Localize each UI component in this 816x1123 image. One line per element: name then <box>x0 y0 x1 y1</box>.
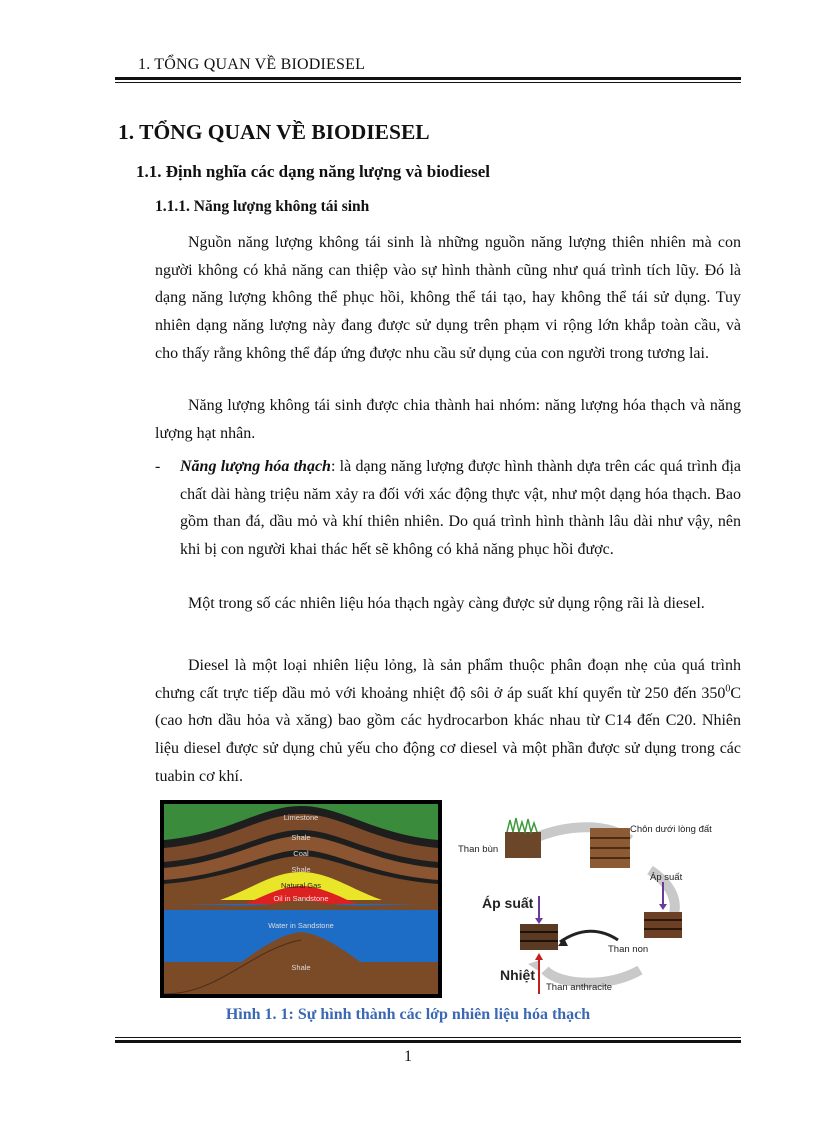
label-pressure-left: Áp suất <box>482 895 534 911</box>
paragraph-text-a: Diesel là một loại nhiên liệu lỏng, là sản phẩm thuộc phân đoạn nhẹ của quá trình chưng cất trực tiếp dầu mỏ với khoảng nhiệt độ sôi ở áp suất khí quyển từ 250 đến 350 <box>155 657 741 702</box>
bullet-term: Năng lượng hóa thạch <box>180 458 331 475</box>
section-heading: 1.1. Định nghĩa các dạng năng lượng và biodiesel <box>136 162 491 181</box>
label-lignite: Than non <box>608 944 649 955</box>
paragraph-text-b: C (cao hơn dầu hỏa và xăng) bao gồm các hydrocarbon khác nhau từ C14 đến C20. Nhiên liệu diesel được sử dụng chủ yếu cho động cơ diesel và một phần được sử dụng trong các tuabin cơ khí. <box>155 684 741 785</box>
coal-cycle-diagram <box>458 818 712 994</box>
header-rule-thin <box>115 82 741 83</box>
strata-label: Water in Sandstone <box>268 921 334 930</box>
figure-illustration <box>160 800 720 1000</box>
strata-label: Natural Gas <box>280 881 322 890</box>
strata-label: Shale <box>291 865 311 874</box>
paragraph-nonrenewable-definition <box>155 229 741 368</box>
paragraph-text: Năng lượng không tái sinh được chia thành hai nhóm: năng lượng hóa thạch và năng lượng hạt nhân. <box>155 397 741 442</box>
anthracite-block <box>520 924 558 950</box>
paragraph-text: Nguồn năng lượng không tái sinh là những nguồn năng lượng thiên nhiên mà con người không có khả năng can thiệp vào sự hình thành cũng như quá trình tích lũy. Đó là dạng năng lượng không thể phục hồi, không thể tái tạo, hay không thể tái sử dụng. Tuy nhiên dạng năng lượng này đang được sử dụng trên phạm vi rộng lớn khắp toàn cầu, và cho thấy rằng không thể đáp ứng được nhu cầu sử dụng của con người trong tương lai. <box>155 234 741 362</box>
label-heat: Nhiệt <box>500 967 535 983</box>
strata-label: Shale <box>291 963 311 972</box>
strata-label: Coal <box>293 849 309 858</box>
paragraph-text: Một trong số các nhiên liệu hóa thạch ngày càng được sử dụng rộng rãi là diesel. <box>188 595 705 612</box>
footer-rule-thin <box>115 1037 741 1038</box>
peat-block <box>505 832 541 858</box>
strata-diagram <box>160 800 442 998</box>
figure-caption: Hình 1. 1: Sự hình thành các lớp nhiên liệu hóa thạch <box>225 1006 591 1023</box>
bullet-marker: - <box>155 458 161 475</box>
lignite-block <box>644 912 682 938</box>
label-peat: Than bùn <box>458 844 499 855</box>
footer-rule-thick <box>115 1040 741 1043</box>
label-buried: Chôn dưới lòng đất <box>630 824 712 835</box>
label-pressure-right: Áp suất <box>650 872 683 883</box>
subsection-heading: 1.1.1. Năng lượng không tái sinh <box>155 198 370 215</box>
figure-fossil-fuel-formation <box>160 800 720 1000</box>
page-number: 1 <box>404 1048 412 1065</box>
bullet-fossil-energy <box>180 453 741 564</box>
label-anthracite: Than anthracite <box>546 982 613 993</box>
header-rule-thick <box>115 77 741 80</box>
paragraph-two-groups <box>155 392 741 447</box>
strata-label: Oil in Sandstone <box>273 894 329 903</box>
running-header: 1. TỔNG QUAN VỀ BIODIESEL <box>138 56 366 73</box>
paragraph-diesel-intro <box>155 590 741 618</box>
chapter-heading: 1. TỔNG QUAN VỀ BIODIESEL <box>118 120 430 144</box>
strata-label: Shale <box>291 833 311 842</box>
strata-label: Limestone <box>283 813 319 822</box>
paragraph-diesel-definition <box>155 652 741 791</box>
superscript-degree: 0 <box>725 683 731 695</box>
bullet-text: : là dạng năng lượng được hình thành dựa trên các quá trình địa chất dài hàng triệu năm xảy ra đối với xác động thực vật, như một dạng hóa thạch. Bao gồm than đá, dầu mỏ và khí thiên nhiên. Do quá trình hình thành lâu dài như vậy, nên khi bị con người khai thác hết sẽ không có khả năng phục hồi được. <box>180 458 741 559</box>
